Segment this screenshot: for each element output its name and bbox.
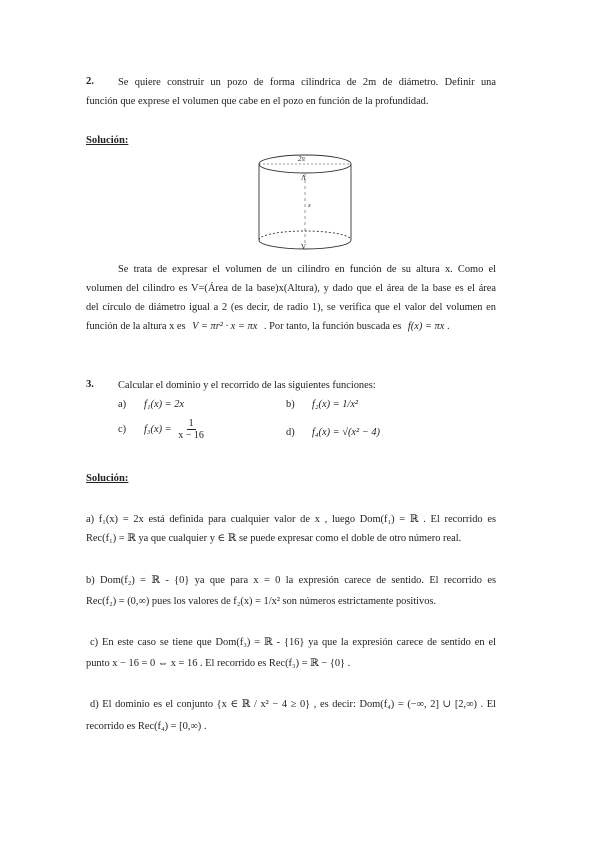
cylinder-figure	[250, 150, 360, 252]
diameter-label: 2π	[298, 155, 306, 163]
option-c-tag: c)	[118, 423, 127, 435]
option-c	[118, 418, 208, 441]
solution-a-line-2: Rec(f₁) = ℝ ya que cualquier y ∈ ℝ se puede expresar como el doble de otro número real.	[86, 533, 462, 544]
option-c-fraction	[176, 418, 206, 441]
problem-3-number: 3.	[86, 379, 94, 390]
option-b	[286, 398, 358, 412]
option-d-tag: d)	[286, 427, 295, 438]
volume-formula: V = πr² · x = πx	[192, 321, 258, 332]
option-a-tag: a)	[118, 399, 127, 410]
problem-3-solution-heading: Solución:	[86, 473, 129, 484]
option-c-numerator: 1	[188, 418, 194, 429]
option-c-denominator: x − 16	[178, 430, 204, 441]
solution-d-line-1: d) El dominio es el conjunto {x ∈ ℝ / x² − 4 ≥ 0} , es decir: Dom(f₄) = (−∞, 2] ∪ [2,∞) . El	[90, 699, 496, 710]
bottom-arrow-mark: V	[301, 243, 307, 251]
problem-2-number: 2.	[86, 76, 94, 87]
problem-2-statement-line-2: función que exprese el volumen que cabe en el pozo en función de la profundidad.	[86, 96, 429, 107]
solution-line-4-end: .	[446, 321, 450, 332]
problem-2-solution-line-1: Se trata de expresar el volumen de un cilindro en función de su altura x. Como el	[118, 264, 496, 275]
option-d	[286, 426, 380, 440]
solution-b-line-2: Rec(f₂) = (0,∞) pues los valores de f₂(x) = 1/x² son números estrictamente positivos.	[86, 596, 437, 607]
option-b-expr: f₂(x) = 1/x²	[312, 399, 359, 410]
height-label: x	[308, 203, 311, 209]
result-function: f(x) = πx	[407, 321, 445, 332]
solution-line-4-text-a: función de la altura x es	[86, 321, 186, 332]
problem-2-solution-line-2: volumen del cilindro es V=(Área de la base)x(Altura), y dado que el área de la base es el área	[86, 283, 496, 294]
solution-b-line-1: b) Dom(f₂) = ℝ - {0} ya que para x = 0 la expresión carece de sentido. El recorrido es	[86, 575, 496, 586]
problem-3-statement: Calcular el dominio y el recorrido de las siguientes funciones:	[118, 380, 376, 391]
problem-2-solution-heading: Solución:	[86, 135, 129, 146]
option-d-expr: f₄(x) = √(x² − 4)	[312, 427, 380, 438]
option-c-lhs: f₃(x) =	[144, 423, 172, 435]
option-a-expr: f₁(x) = 2x	[144, 399, 185, 410]
solution-d-line-2: recorrido es Rec(f₄) = [0,∞) .	[86, 721, 207, 732]
option-a	[118, 398, 184, 412]
problem-2-statement-line-1: Se quiere construir un pozo de forma cilíndrica de 2m de diámetro. Definir una	[118, 77, 496, 88]
solution-c-line-1: c) En este caso se tiene que Dom(f₃) = ℝ - {16} ya que la expresión carece de sentido en el	[90, 637, 496, 648]
solution-c-line-2: punto x − 16 = 0 ⇔ x = 16 . El recorrido es Rec(f₃) = ℝ − {0} .	[86, 658, 351, 669]
option-b-tag: b)	[286, 399, 295, 410]
top-arrow-mark: Λ	[301, 174, 307, 182]
solution-a-line-1: a) f₁(x) = 2x está definida para cualquier valor de x , luego Dom(f₁) = ℝ . El recorrido es	[86, 514, 496, 525]
problem-2-solution-line-4	[86, 320, 496, 334]
problem-2-solution-line-3: del círculo de diámetro igual a 2 (es decir, de radio 1), se verifica que el valor del volumen en	[86, 302, 496, 313]
solution-line-4-text-b: . Por tanto, la función buscada es	[263, 321, 402, 332]
